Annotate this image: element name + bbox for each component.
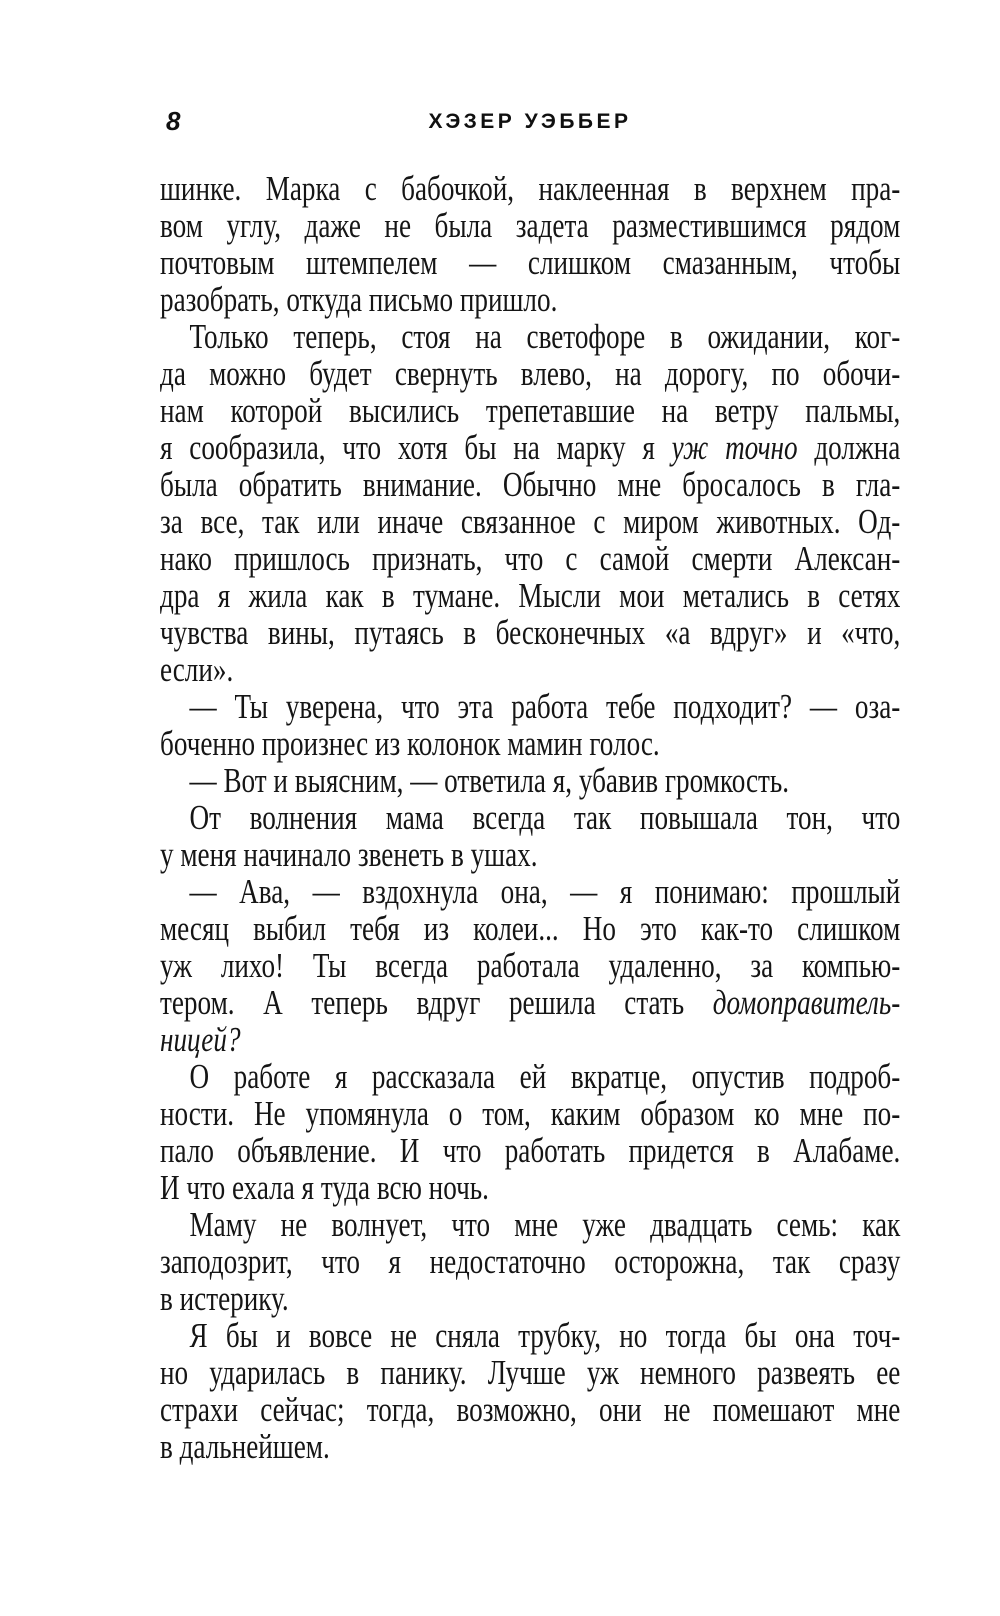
text-segment: страхи сейчас; тогда, возможно, они не помешают мне [160, 1390, 901, 1429]
paragraph [160, 873, 900, 1058]
text-line [160, 1317, 900, 1354]
page-header [160, 106, 900, 138]
text-line [160, 1243, 900, 1280]
text-segment: нако пришлось признать, что с самой смерти Алексан- [160, 539, 901, 578]
text-segment: чувства вины, путаясь в бесконечных «а вдруг» и «что, [160, 613, 901, 652]
text-segment: если». [160, 650, 234, 689]
text-line [160, 503, 900, 540]
paragraph [160, 762, 900, 799]
running-head: ХЭЗЕР УЭББЕР [428, 110, 632, 133]
text-segment: ницей? [160, 1020, 241, 1059]
text-segment: вом углу, даже не была задета разместившимся рядом [160, 206, 901, 245]
text-segment: — Ава, — вздохнула она, — я понимаю: прошлый [189, 872, 901, 911]
text-segment: пало объявление. И что работать придется в Алабаме. [160, 1131, 901, 1170]
paragraph [160, 1058, 900, 1206]
text-line [160, 1280, 900, 1317]
text-line [160, 577, 900, 614]
text-segment: месяц выбил тебя из колеи... Но это как-то слишком [160, 909, 901, 948]
text-segment: Только теперь, стоя на светофоре в ожидании, ког- [189, 317, 901, 356]
text-line [160, 540, 900, 577]
text-line [160, 466, 900, 503]
text-segment: почтовым штемпелем — слишком смазанным, чтобы [160, 243, 901, 282]
text-segment: я сообразила, что хотя бы на марку я [160, 428, 672, 467]
text-segment: О работе я рассказала ей вкратце, опустив подроб- [189, 1057, 901, 1096]
text-line [160, 984, 900, 1021]
text-segment: Маму не волнует, что мне уже двадцать семь: как [189, 1205, 901, 1244]
text-block [160, 170, 900, 1465]
text-line [160, 1095, 900, 1132]
text-line [160, 1391, 900, 1428]
text-segment: должна [797, 428, 901, 467]
paragraph [160, 1317, 900, 1465]
text-segment: шинке. Марка с бабочкой, наклеенная в верхнем пра- [160, 169, 901, 208]
text-line [160, 207, 900, 244]
text-line [160, 244, 900, 281]
text-segment: у меня начинало звенеть в ушах. [160, 835, 538, 874]
text-segment: заподозрит, что я недостаточно осторожна, так сразу [160, 1242, 901, 1281]
page-number: 8 [166, 106, 181, 136]
text-line [160, 318, 900, 355]
text-segment: тером. А теперь вдруг решила стать [160, 983, 713, 1022]
text-segment: была обратить внимание. Обычно мне бросалось в гла- [160, 465, 901, 504]
text-segment: ности. Не упомянула о том, каким образом ко мне по- [160, 1094, 901, 1133]
text-segment: боченно произнес из колонок мамин голос. [160, 724, 660, 763]
paragraph [160, 1206, 900, 1317]
text-segment: да можно будет свернуть влево, на дорогу, по обочи- [160, 354, 901, 393]
text-line [160, 355, 900, 392]
text-line [160, 836, 900, 873]
text-segment: в истерику. [160, 1279, 289, 1318]
text-segment: — Ты уверена, что эта работа тебе подходит? — оза- [189, 687, 901, 726]
text-segment: От волнения мама всегда так повышала тон, что [189, 798, 901, 837]
text-line [160, 762, 900, 799]
text-line [160, 429, 900, 466]
text-line [160, 1169, 900, 1206]
text-segment: — Вот и выясним, — ответила я, убавив громкость. [189, 761, 790, 800]
text-line [160, 1354, 900, 1391]
text-line [160, 910, 900, 947]
text-segment: разобрать, откуда письмо пришло. [160, 280, 558, 319]
paragraph [160, 688, 900, 762]
paragraph [160, 170, 900, 318]
text-line [160, 1428, 900, 1465]
text-segment: дра я жила как в тумане. Мысли мои метались в сетях [160, 576, 901, 615]
text-line [160, 614, 900, 651]
text-line [160, 1206, 900, 1243]
paragraph [160, 799, 900, 873]
text-line [160, 799, 900, 836]
text-line [160, 1021, 900, 1058]
paragraph [160, 318, 900, 688]
text-line [160, 281, 900, 318]
text-line [160, 725, 900, 762]
text-segment: И что ехала я туда всю ночь. [160, 1168, 489, 1207]
text-segment: в дальнейшем. [160, 1427, 330, 1466]
text-line [160, 392, 900, 429]
text-segment: домоправитель- [712, 983, 901, 1022]
text-line [160, 873, 900, 910]
text-line [160, 688, 900, 725]
text-segment: но ударилась в панику. Лучше уж немного развеять ее [160, 1353, 901, 1392]
text-segment: Я бы и вовсе не сняла трубку, но тогда бы она точ- [189, 1316, 901, 1355]
text-line [160, 651, 900, 688]
text-segment: уж точно [671, 428, 798, 467]
text-line [160, 947, 900, 984]
text-segment: уж лихо! Ты всегда работала удаленно, за компью- [160, 946, 901, 985]
text-line [160, 1132, 900, 1169]
text-segment: нам которой высились трепетавшие на ветру пальмы, [160, 391, 901, 430]
text-segment: за все, так или иначе связанное с миром животных. Од- [160, 502, 901, 541]
text-line [160, 170, 900, 207]
text-line [160, 1058, 900, 1095]
